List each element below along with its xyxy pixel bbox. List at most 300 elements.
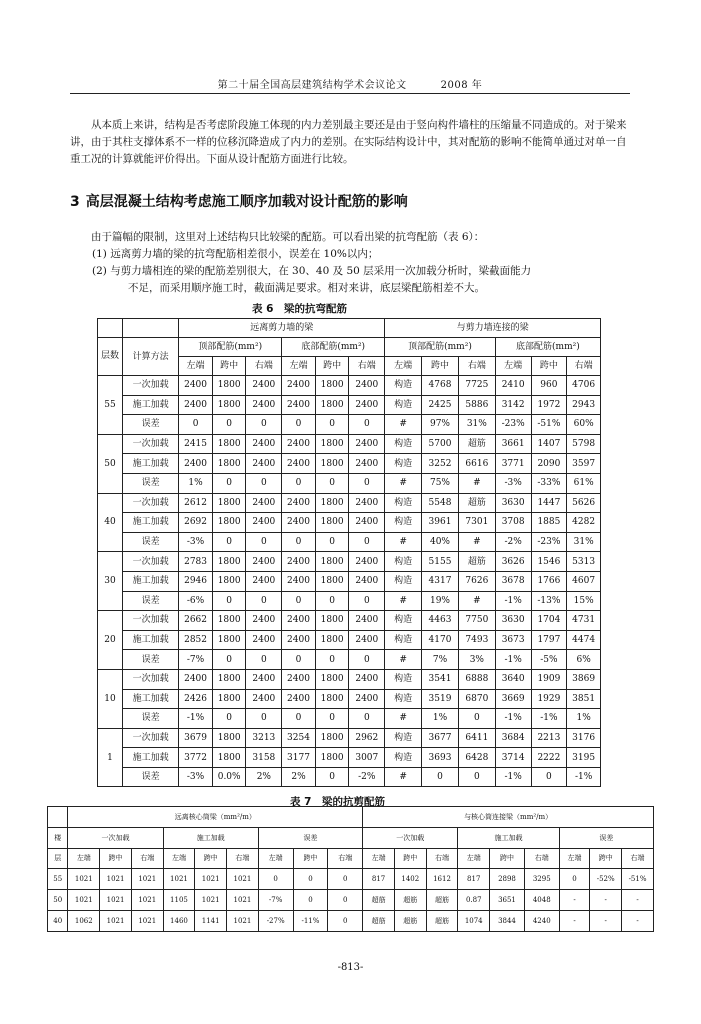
pos-header: 左端 — [495, 357, 531, 376]
value-cell: 1909 — [531, 669, 567, 689]
value-cell: 1766 — [531, 571, 567, 591]
value-cell: 1021 — [68, 869, 100, 890]
value-cell: 2400 — [349, 571, 385, 591]
table-row — [98, 376, 601, 396]
value-cell: 1800 — [315, 552, 349, 572]
value-cell: 2400 — [246, 552, 282, 572]
value-cell: 2400 — [246, 611, 282, 631]
value-cell: 15% — [567, 591, 601, 611]
value-cell: 0 — [458, 767, 495, 787]
method-cell: 施工加载 — [122, 454, 178, 474]
value-cell: 1800 — [212, 513, 246, 533]
value-cell: 4170 — [422, 630, 459, 650]
value-cell: 超筋 — [426, 890, 458, 911]
table-row — [98, 767, 601, 787]
value-cell: 1800 — [315, 571, 349, 591]
value-cell: 2400 — [349, 669, 385, 689]
table-row — [98, 493, 601, 513]
value-cell: 1402 — [394, 869, 426, 890]
value-cell: 1021 — [195, 890, 227, 911]
t7-sub-header: 误差 — [559, 827, 653, 848]
header-rule — [70, 93, 630, 94]
table-row — [48, 910, 654, 931]
value-cell: 7626 — [458, 571, 495, 591]
value-cell: 0.0% — [212, 767, 246, 787]
floor-cell: 40 — [48, 910, 68, 931]
t7-pos-header: 跨中 — [590, 848, 622, 869]
value-cell: 1800 — [212, 611, 246, 631]
value-cell: 1800 — [315, 493, 349, 513]
value-cell: -1% — [495, 591, 531, 611]
value-cell: 0 — [315, 532, 349, 552]
value-cell: 1800 — [212, 689, 246, 709]
value-cell: 2400 — [282, 493, 316, 513]
value-cell: 0 — [282, 591, 316, 611]
value-cell: 3673 — [495, 630, 531, 650]
header-year: 2008 年 — [440, 80, 483, 91]
value-cell: 3195 — [567, 748, 601, 768]
method-header: 计算方法 — [122, 338, 178, 376]
value-cell: 构造 — [385, 728, 422, 748]
value-cell: 3177 — [282, 748, 316, 768]
value-cell: 1447 — [531, 493, 567, 513]
value-cell: 1021 — [227, 910, 259, 931]
method-cell: 施工加载 — [122, 513, 178, 533]
value-cell: 3007 — [349, 748, 385, 768]
value-cell: 5700 — [422, 434, 459, 454]
value-cell: 2400 — [349, 376, 385, 396]
value-cell: -1% — [495, 709, 531, 729]
floor-cell: 50 — [98, 434, 123, 493]
value-cell: 2400 — [179, 395, 213, 415]
value-cell: 2410 — [495, 376, 531, 396]
value-cell: 4317 — [422, 571, 459, 591]
table-row — [48, 890, 654, 911]
value-cell: 3630 — [495, 611, 531, 631]
value-cell: 1021 — [163, 869, 195, 890]
value-cell: 2400 — [349, 611, 385, 631]
value-cell: -3% — [179, 532, 213, 552]
value-cell: 1800 — [315, 611, 349, 631]
value-cell: 2400 — [246, 630, 282, 650]
value-cell: 0 — [246, 709, 282, 729]
value-cell: 6616 — [458, 454, 495, 474]
value-cell: 5548 — [422, 493, 459, 513]
value-cell: -1% — [531, 709, 567, 729]
value-cell: 0 — [246, 532, 282, 552]
table-row — [98, 552, 601, 572]
list-text: 与剪力墙相连的梁的配筋差别很大，在 30、40 及 50 层采用一次加载分析时，梁截面能力 — [110, 265, 532, 277]
value-cell: 0 — [315, 650, 349, 670]
table-row — [98, 748, 601, 768]
value-cell: 2400 — [246, 454, 282, 474]
value-cell: 2400 — [282, 376, 316, 396]
value-cell: 3651 — [490, 890, 525, 911]
table6-caption: 表 6 梁的抗弯配筋 — [252, 303, 347, 315]
value-cell: 3693 — [422, 748, 459, 768]
value-cell: 构造 — [385, 513, 422, 533]
value-cell: 超筋 — [458, 552, 495, 572]
value-cell: 超筋 — [458, 434, 495, 454]
value-cell: 3295 — [524, 869, 559, 890]
t7-pos-header: 跨中 — [100, 848, 132, 869]
value-cell: 1800 — [315, 728, 349, 748]
value-cell: 5886 — [458, 395, 495, 415]
value-cell: 1797 — [531, 630, 567, 650]
value-cell: 1021 — [131, 890, 163, 911]
value-cell: 0 — [212, 415, 246, 435]
value-cell: 1074 — [458, 910, 490, 931]
value-cell: 3677 — [422, 728, 459, 748]
t7-pos-header: 跨中 — [293, 848, 328, 869]
table-row — [98, 473, 601, 493]
value-cell: 2400 — [246, 376, 282, 396]
value-cell: 2943 — [567, 395, 601, 415]
table-row — [98, 669, 601, 689]
value-cell: 3771 — [495, 454, 531, 474]
t7-pos-header: 右端 — [622, 848, 654, 869]
value-cell: 3708 — [495, 513, 531, 533]
value-cell: 1021 — [100, 890, 132, 911]
t7-pos-header: 右端 — [524, 848, 559, 869]
value-cell: -5% — [531, 650, 567, 670]
value-cell: 4282 — [567, 513, 601, 533]
header-title: 第二十届全国高层建筑结构学术会议论文 — [217, 80, 407, 91]
value-cell: 0 — [315, 591, 349, 611]
method-cell: 误差 — [122, 473, 178, 493]
value-cell: -23% — [495, 415, 531, 435]
value-cell: 4463 — [422, 611, 459, 631]
value-cell: 构造 — [385, 571, 422, 591]
value-cell: 1800 — [315, 454, 349, 474]
t7-pos-header: 左端 — [559, 848, 590, 869]
value-cell: 1021 — [100, 910, 132, 931]
value-cell: 0 — [282, 709, 316, 729]
value-cell: 7% — [422, 650, 459, 670]
value-cell: 1021 — [227, 890, 259, 911]
value-cell: 7725 — [458, 376, 495, 396]
value-cell: 6411 — [458, 728, 495, 748]
table-row — [98, 415, 601, 435]
value-cell: 40% — [422, 532, 459, 552]
list-item-1 — [92, 246, 630, 263]
value-cell: 3541 — [422, 669, 459, 689]
value-cell: 5798 — [567, 434, 601, 454]
section-number: 3 — [70, 194, 80, 210]
value-cell: 2898 — [490, 869, 525, 890]
t7-sub-header: 误差 — [258, 827, 362, 848]
value-cell: 2783 — [179, 552, 213, 572]
value-cell: 2400 — [349, 689, 385, 709]
value-cell: 3844 — [490, 910, 525, 931]
value-cell: 0.87 — [458, 890, 490, 911]
pos-header: 右端 — [567, 357, 601, 376]
value-cell: 2400 — [246, 395, 282, 415]
value-cell: 2400 — [282, 434, 316, 454]
method-cell: 一次加载 — [122, 728, 178, 748]
t7-pos-header: 右端 — [426, 848, 458, 869]
value-cell: 构造 — [385, 376, 422, 396]
value-cell: 3254 — [282, 728, 316, 748]
value-cell: 2400 — [246, 493, 282, 513]
value-cell: 1800 — [212, 571, 246, 591]
value-cell: 构造 — [385, 669, 422, 689]
value-cell: 1141 — [195, 910, 227, 931]
value-cell: -3% — [179, 767, 213, 787]
group-near-header: 与剪力墙连接的梁 — [385, 319, 601, 338]
value-cell: 0 — [559, 869, 590, 890]
value-cell: 0 — [293, 890, 328, 911]
value-cell: 0 — [328, 890, 363, 911]
value-cell: 3597 — [567, 454, 601, 474]
value-cell: 3640 — [495, 669, 531, 689]
method-cell: 误差 — [122, 532, 178, 552]
value-cell: 3772 — [179, 748, 213, 768]
t7-sub-header: 一次加载 — [68, 827, 163, 848]
method-cell: 误差 — [122, 709, 178, 729]
method-cell: 误差 — [122, 767, 178, 787]
value-cell: 3684 — [495, 728, 531, 748]
method-cell: 一次加载 — [122, 611, 178, 631]
value-cell: 4607 — [567, 571, 601, 591]
value-cell: 2612 — [179, 493, 213, 513]
value-cell: 2400 — [282, 630, 316, 650]
value-cell: 0 — [315, 473, 349, 493]
t7-pos-header: 左端 — [68, 848, 100, 869]
value-cell: 960 — [531, 376, 567, 396]
value-cell: 1800 — [212, 748, 246, 768]
method-cell: 施工加载 — [122, 571, 178, 591]
value-cell: 1% — [422, 709, 459, 729]
value-cell: 1800 — [212, 630, 246, 650]
table-row — [98, 454, 601, 474]
value-cell: 817 — [458, 869, 490, 890]
value-cell: 6888 — [458, 669, 495, 689]
value-cell: 2400 — [349, 493, 385, 513]
value-cell: -51% — [531, 415, 567, 435]
value-cell: 75% — [422, 473, 459, 493]
value-cell: 6428 — [458, 748, 495, 768]
table-row — [98, 728, 601, 748]
table-row — [98, 650, 601, 670]
value-cell: 构造 — [385, 493, 422, 513]
pos-header: 跨中 — [422, 357, 459, 376]
floor-header: 层数 — [98, 338, 123, 376]
value-cell: 2400 — [282, 611, 316, 631]
value-cell: 5155 — [422, 552, 459, 572]
value-cell: 1612 — [426, 869, 458, 890]
value-cell: -1% — [495, 767, 531, 787]
value-cell: 0 — [349, 650, 385, 670]
value-cell: 3213 — [246, 728, 282, 748]
far-top-steel-header: 顶部配筋(mm²) — [179, 338, 282, 357]
value-cell: 0 — [212, 709, 246, 729]
value-cell: 3661 — [495, 434, 531, 454]
value-cell: 4048 — [524, 890, 559, 911]
method-cell: 误差 — [122, 415, 178, 435]
value-cell: 超筋 — [426, 910, 458, 931]
floor-cell: 50 — [48, 890, 68, 911]
value-cell: 0 — [349, 415, 385, 435]
value-cell: 1800 — [212, 376, 246, 396]
t7-pos-header: 左端 — [458, 848, 490, 869]
value-cell: -27% — [258, 910, 293, 931]
value-cell: 超筋 — [394, 890, 426, 911]
value-cell: 7301 — [458, 513, 495, 533]
value-cell: 2662 — [179, 611, 213, 631]
value-cell: 1800 — [315, 748, 349, 768]
value-cell: -7% — [258, 890, 293, 911]
table-row — [98, 513, 601, 533]
value-cell: 3626 — [495, 552, 531, 572]
value-cell: 0 — [282, 650, 316, 670]
value-cell: 构造 — [385, 454, 422, 474]
value-cell: 1% — [179, 473, 213, 493]
value-cell: - — [590, 910, 622, 931]
pos-header: 右端 — [349, 357, 385, 376]
value-cell: 2962 — [349, 728, 385, 748]
value-cell: 0 — [328, 910, 363, 931]
t7-sub-header: 施工加载 — [458, 827, 559, 848]
value-cell: 60% — [567, 415, 601, 435]
value-cell: 2400 — [246, 571, 282, 591]
value-cell: 1972 — [531, 395, 567, 415]
value-cell: 3678 — [495, 571, 531, 591]
value-cell: 1800 — [315, 434, 349, 454]
value-cell: 3252 — [422, 454, 459, 474]
value-cell: 4731 — [567, 611, 601, 631]
value-cell: 1800 — [212, 493, 246, 513]
value-cell: 超筋 — [458, 493, 495, 513]
list-marker: (2) — [92, 265, 107, 277]
value-cell: # — [385, 591, 422, 611]
pos-header: 左端 — [385, 357, 422, 376]
value-cell: 0 — [349, 532, 385, 552]
value-cell: 0 — [282, 473, 316, 493]
method-cell: 误差 — [122, 591, 178, 611]
value-cell: 2400 — [282, 689, 316, 709]
method-cell: 一次加载 — [122, 434, 178, 454]
value-cell: 4706 — [567, 376, 601, 396]
value-cell: 3851 — [567, 689, 601, 709]
t7-pos-header: 左端 — [163, 848, 195, 869]
value-cell: 1460 — [163, 910, 195, 931]
value-cell: 2400 — [349, 552, 385, 572]
value-cell: 0 — [246, 591, 282, 611]
far-bottom-steel-header: 底部配筋(mm²) — [282, 338, 385, 357]
value-cell: -3% — [495, 473, 531, 493]
value-cell: 4474 — [567, 630, 601, 650]
value-cell: 1546 — [531, 552, 567, 572]
value-cell: 1800 — [212, 434, 246, 454]
value-cell: -51% — [622, 869, 654, 890]
value-cell: 3158 — [246, 748, 282, 768]
value-cell: # — [385, 650, 422, 670]
table-row — [98, 611, 601, 631]
section-title: 高层混凝土结构考虑施工顺序加载对设计配筋的影响 — [85, 194, 408, 210]
value-cell: 2400 — [282, 552, 316, 572]
value-cell: -13% — [531, 591, 567, 611]
method-cell: 一次加载 — [122, 493, 178, 513]
value-cell: 1021 — [131, 869, 163, 890]
table-row — [98, 434, 601, 454]
value-cell: 3630 — [495, 493, 531, 513]
t7-pos-header: 跨中 — [394, 848, 426, 869]
value-cell: 2400 — [179, 669, 213, 689]
table-row — [98, 532, 601, 552]
value-cell: 0 — [349, 473, 385, 493]
value-cell: 2400 — [282, 571, 316, 591]
value-cell: 0 — [179, 415, 213, 435]
value-cell: 0 — [315, 709, 349, 729]
value-cell: 构造 — [385, 434, 422, 454]
t7-group-near-header: 与核心筒连接梁（mm²/m） — [363, 807, 654, 828]
value-cell: 3142 — [495, 395, 531, 415]
value-cell: 1021 — [195, 869, 227, 890]
value-cell: # — [458, 473, 495, 493]
method-cell: 一次加载 — [122, 376, 178, 396]
value-cell: 2946 — [179, 571, 213, 591]
value-cell: # — [458, 591, 495, 611]
method-cell: 误差 — [122, 650, 178, 670]
value-cell: -23% — [531, 532, 567, 552]
t7-pos-header: 左端 — [258, 848, 293, 869]
table-row — [98, 689, 601, 709]
value-cell: 1929 — [531, 689, 567, 709]
value-cell: 3679 — [179, 728, 213, 748]
running-header — [70, 76, 630, 91]
value-cell: 19% — [422, 591, 459, 611]
value-cell: -2% — [495, 532, 531, 552]
value-cell: - — [590, 890, 622, 911]
value-cell: 1800 — [212, 669, 246, 689]
value-cell: -2% — [349, 767, 385, 787]
value-cell: -33% — [531, 473, 567, 493]
table-row — [98, 709, 601, 729]
table-6-flexural-reinforcement — [97, 318, 601, 787]
value-cell: -7% — [179, 650, 213, 670]
value-cell: 2400 — [246, 513, 282, 533]
value-cell: 超筋 — [363, 910, 395, 931]
group-far-header: 远离剪力墙的梁 — [179, 319, 385, 338]
t7-sub-header: 施工加载 — [163, 827, 258, 848]
t7-group-far-header: 远离核心筒梁（mm²/m） — [68, 807, 363, 828]
value-cell: 2400 — [282, 395, 316, 415]
value-cell: # — [385, 709, 422, 729]
value-cell: 构造 — [385, 630, 422, 650]
value-cell: 1800 — [315, 669, 349, 689]
value-cell: 2400 — [349, 513, 385, 533]
value-cell: -1% — [495, 650, 531, 670]
value-cell: 1800 — [315, 395, 349, 415]
t7-pos-header: 左端 — [363, 848, 395, 869]
value-cell: 2400 — [282, 669, 316, 689]
value-cell: 1800 — [212, 552, 246, 572]
floor-cell: 55 — [98, 376, 123, 435]
pos-header: 左端 — [282, 357, 316, 376]
value-cell: 1800 — [315, 689, 349, 709]
table-row — [98, 571, 601, 591]
value-cell: 1021 — [68, 890, 100, 911]
value-cell: 0 — [293, 869, 328, 890]
value-cell: 4768 — [422, 376, 459, 396]
paragraph-2: 由于篇幅的限制，这里对上述结构只比较梁的配筋。可以看出梁的抗弯配筋（表 6）： — [91, 231, 485, 243]
t7-sub-header: 一次加载 — [363, 827, 458, 848]
value-cell: 2400 — [349, 454, 385, 474]
value-cell: 1800 — [212, 395, 246, 415]
pos-header: 右端 — [246, 357, 282, 376]
value-cell: 97% — [422, 415, 459, 435]
